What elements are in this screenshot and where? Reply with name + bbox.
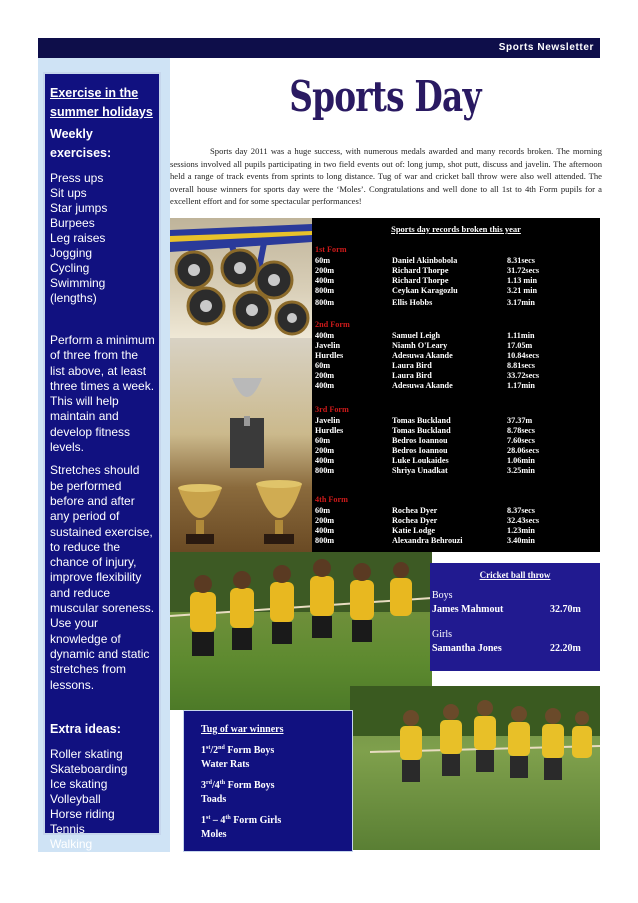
- records-form-label: 3rd Form: [315, 405, 349, 414]
- tug-winner-team: Moles: [201, 829, 227, 840]
- table-row: 200m Rochea Dyer 32.43secs: [315, 516, 540, 525]
- table-row: 400m Samuel Leigh 1.11min: [315, 331, 535, 340]
- table-row: Hurdles Adesuwa Akande 10.84secs: [315, 351, 540, 360]
- sidebar-heading-extra: Extra ideas:: [50, 721, 121, 736]
- tug-winner-form: 1st/2nd Form Boys: [201, 745, 275, 756]
- medals-illustration: [170, 218, 312, 338]
- list-item: Swimming (lengths): [50, 276, 106, 305]
- header-bar: [38, 38, 600, 58]
- sidebar-paragraph-stretches: Stretches should be performed before and after any period of sustained exercise, to reduce the chance of injury, improve flexibility and reduce muscular soreness. Use your knowledge of dynamic and static stretches from lessons.: [50, 463, 155, 692]
- cricket-girls-label: Girls: [432, 629, 452, 640]
- tug-of-war-boys-illustration: [350, 686, 600, 850]
- records-panel: [312, 218, 600, 552]
- table-row: 400m Richard Thorpe 1.13 min: [315, 276, 538, 285]
- records-form-label: 1st Form: [315, 245, 347, 254]
- sidebar-heading-summer: Exercise in the summer holidays: [50, 86, 153, 119]
- medals-photo: [170, 218, 312, 338]
- list-item: Burpees: [50, 216, 95, 230]
- sidebar-heading-weekly: Weekly exercises:: [50, 127, 112, 160]
- table-row: 800m Ceykan Karagozlu 3.21 min: [315, 286, 538, 295]
- table-row: 800m Shriya Unadkat 3.25min: [315, 466, 535, 475]
- table-row: 60m Laura Bird 8.81secs: [315, 361, 535, 370]
- list-item: Jogging: [50, 246, 93, 260]
- list-item: Star jumps: [50, 201, 108, 215]
- tug-winner-form: 1st – 4th Form Girls: [201, 815, 282, 826]
- tug-heading: Tug of war winners: [201, 724, 284, 735]
- table-row: 60m Rochea Dyer 8.37secs: [315, 506, 535, 515]
- ideas-list: [50, 747, 155, 867]
- tug-winner-team: Toads: [201, 794, 227, 805]
- table-row: Hurdles Tomas Buckland 8.78secs: [315, 426, 535, 435]
- list-item: Walking: [50, 836, 93, 851]
- list-item: Cycling: [50, 261, 90, 275]
- list-item: Sit ups: [50, 186, 87, 200]
- list-item: Ice skating: [50, 776, 108, 791]
- list-item: Horse riding: [50, 806, 115, 821]
- cricket-boys-label: Boys: [432, 590, 453, 601]
- table-row: 400m Luke Loukaides 1.06min: [315, 456, 535, 465]
- cricket-ball-throw-panel: [430, 563, 600, 671]
- list-item: Tennis: [50, 821, 85, 836]
- list-item: Gymnasium: [50, 851, 115, 866]
- cricket-girls-name: Samantha Jones: [432, 643, 502, 654]
- table-row: Javelin Niamh O'Leary 17.05m: [315, 341, 533, 350]
- table-row: 60m Bedros Ioannou 7.60secs: [315, 436, 535, 445]
- sidebar-paragraph-frequency: Perform a minimum of three from the list above, at least three times a week. This will help maintain and develop fitness levels.: [50, 333, 155, 455]
- list-item: Volleyball: [50, 791, 101, 806]
- sidebar-exercise-panel: [43, 72, 161, 866]
- cricket-girls-value: 22.20m: [550, 643, 581, 654]
- table-row: 400m Adesuwa Akande 1.17min: [315, 381, 535, 390]
- table-row: 800m Ellis Hobbs 3.17min: [315, 298, 535, 307]
- cricket-boys-value: 32.70m: [550, 604, 581, 615]
- trophies-photo: [170, 338, 312, 552]
- list-item: Skateboarding: [50, 761, 128, 776]
- tug-winner-team: Water Rats: [201, 759, 250, 770]
- cricket-boys-name: James Mahmout: [432, 604, 504, 615]
- records-form-label: 4th Form: [315, 495, 348, 504]
- list-item: Roller skating: [50, 746, 123, 761]
- table-row: 200m Bedros Ioannou 28.06secs: [315, 446, 540, 455]
- list-item: Leg raises: [50, 231, 106, 245]
- table-row: 60m Daniel Akinbobola 8.31secs: [315, 256, 535, 265]
- exercise-list: [50, 171, 155, 306]
- table-row: 800m Alexandra Behrouzi 3.40min: [315, 536, 535, 545]
- tug-winner-form: 3rd/4th Form Boys: [201, 780, 275, 791]
- list-item: Press ups: [50, 171, 104, 185]
- newsletter-title: Sports Newsletter: [498, 42, 594, 53]
- page-title: Sports Day: [289, 72, 481, 121]
- table-row: 200m Richard Thorpe 31.72secs: [315, 266, 540, 275]
- tug-of-war-winners-panel: [183, 710, 353, 852]
- records-form-label: 2nd Form: [315, 320, 350, 329]
- table-row: Javelin Tomas Buckland 37.37m: [315, 416, 533, 425]
- table-row: 400m Katie Lodge 1.23min: [315, 526, 535, 535]
- table-row: 200m Laura Bird 33.72secs: [315, 371, 540, 380]
- intro-paragraph: Sports day 2011 was a huge success, with numerous medals awarded and many records broken. The morning sessions involved all pupils participating in two field events out of: long jump, shot putt, discuss and javelin. The afternoon held a range of track events from sprints to long distance. Tug of war and cricket ball throw were also well attended. The overall house winners for sports day were the ‘Moles’. Congratulations and well done to all 1st to 4th Form pupils for a excellent effort and for some spectacular performances!: [170, 146, 602, 206]
- tug-of-war-boys-photo: [350, 686, 600, 850]
- records-heading: Sports day records broken this year: [391, 224, 521, 234]
- cricket-heading: Cricket ball throw: [479, 570, 551, 580]
- trophies-illustration: [170, 338, 312, 552]
